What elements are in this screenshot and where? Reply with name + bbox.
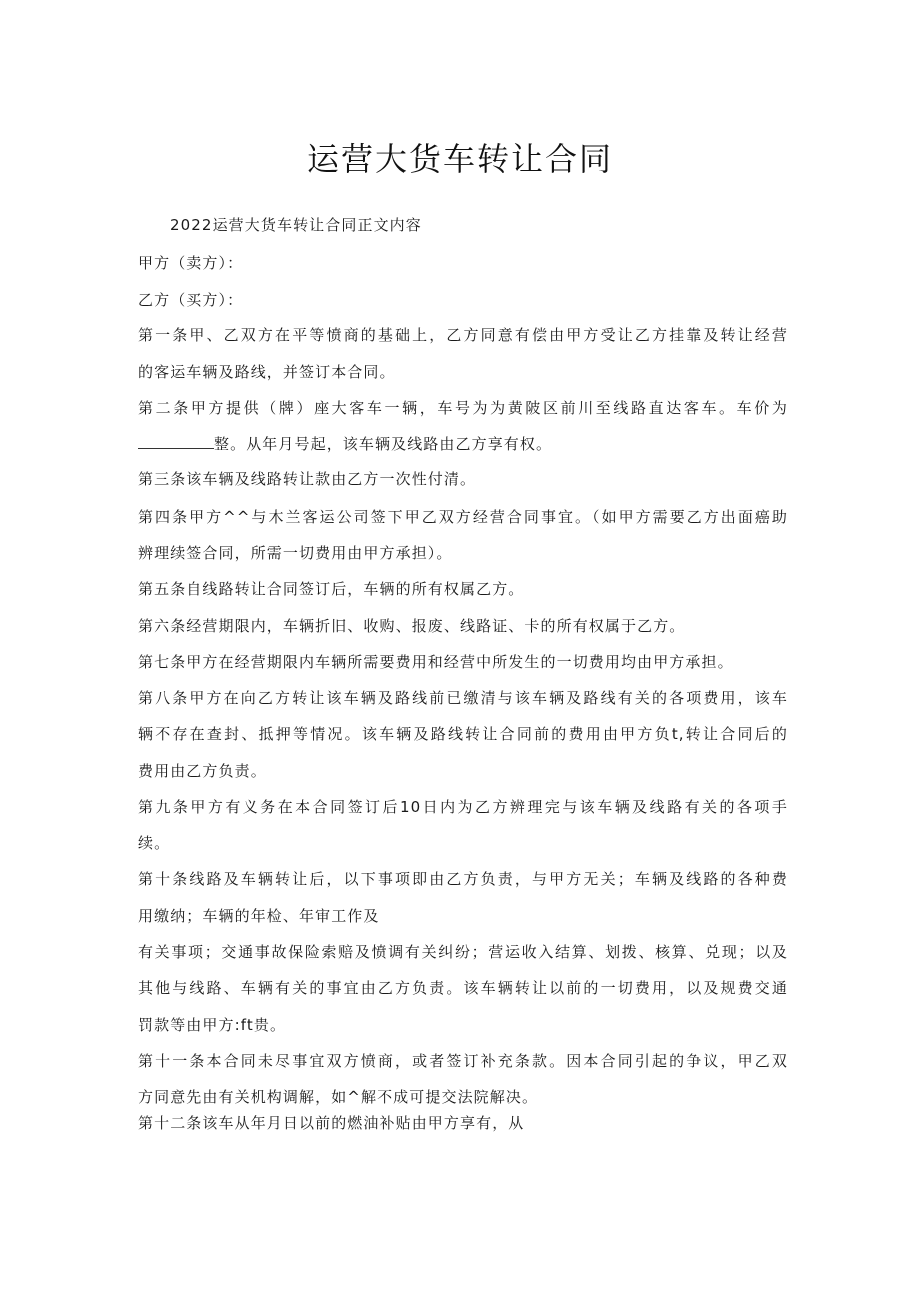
clause-line: 罚款等由甲方:ft贵。 bbox=[138, 1016, 287, 1034]
clause-line-with-blank bbox=[138, 434, 788, 454]
clause-line: 辆不存在查封、抵押等情况。该车辆及路线转让合同前的费用由甲方负t,转让合同后的 bbox=[138, 725, 788, 743]
clause-line: 第八条甲方在向乙方转让该车辆及路线前已缴清与该车辆及路线有关的各项费用，该车 bbox=[138, 689, 788, 707]
party-a-line: 甲方（卖方）： bbox=[138, 254, 244, 272]
price-blank bbox=[138, 434, 214, 449]
subtitle: 2022运营大货车转让合同正文内容 bbox=[170, 216, 422, 234]
clause-line: 第四条甲方^^与木兰客运公司签下甲乙双方经营合同事宜。（如甲方需要乙方出面癌助 bbox=[138, 508, 788, 526]
clause-line: 用缴纳；车辆的年检、年审工作及 bbox=[138, 907, 380, 925]
clause-line: 费用由乙方负责。 bbox=[138, 762, 267, 780]
clause-text: 整。从年月号起，该车辆及线路由乙方享有权。 bbox=[214, 435, 553, 453]
clause-line: 第一条甲、乙双方在平等愤商的基础上，乙方同意有偿由甲方受让乙方挂靠及转让经营 bbox=[138, 326, 788, 344]
document-title: 运营大货车转让合同 bbox=[306, 140, 613, 178]
clause-line: 第十条线路及车辆转让后，以下事项即由乙方负责，与甲方无关；车辆及线路的各种费 bbox=[138, 870, 788, 888]
clause-line: 第七条甲方在经营期限内车辆所需要费用和经营中所发生的一切费用均由甲方承担。 bbox=[138, 653, 734, 671]
clause-line: 辨理续签合同，所需一切费用由甲方承担）。 bbox=[138, 544, 453, 562]
clause-line: 其他与线路、车辆有关的事宜由乙方负责。该车辆转让以前的一切费用，以及规费交通 bbox=[138, 979, 788, 997]
clause-line: 的客运车辆及路线，并签订本合同。 bbox=[138, 363, 396, 381]
clause-line: 续。 bbox=[138, 834, 171, 852]
clause-line: 第九条甲方有义务在本合同签订后10日内为乙方辨理完与该车辆及线路有关的各项手 bbox=[138, 798, 788, 816]
clause-line: 有关事项；交通事故保险索赔及愤调有关纠纷；营运收入结算、划拨、核算、兑现；以及 bbox=[138, 943, 788, 961]
clause-line: 方同意先由有关机构调解，如^解不成可提交法院解决。 bbox=[138, 1088, 539, 1106]
clause-line: 第三条该车辆及线路转让款由乙方一次性付清。 bbox=[138, 470, 477, 488]
clause-line: 第二条甲方提供（牌）座大客车一辆，车号为为黄陂区前川至线路直达客车。车价为 bbox=[138, 399, 788, 417]
clause-line: 第十一条本合同未尽事宜双方愤商，或者签订补充条款。因本合同引起的争议，甲乙双 bbox=[138, 1052, 788, 1070]
party-b-line: 乙方（买方）： bbox=[138, 291, 244, 309]
clause-line: 第六条经营期限内，车辆折旧、收购、报废、线路证、卡的所有权属于乙方。 bbox=[138, 617, 686, 635]
clause-line: 第十二条该车从年月日以前的燃油补贴由甲方享有，从 bbox=[138, 1114, 525, 1132]
clause-line: 第五条自线路转让合同签订后，车辆的所有权属乙方。 bbox=[138, 580, 525, 598]
